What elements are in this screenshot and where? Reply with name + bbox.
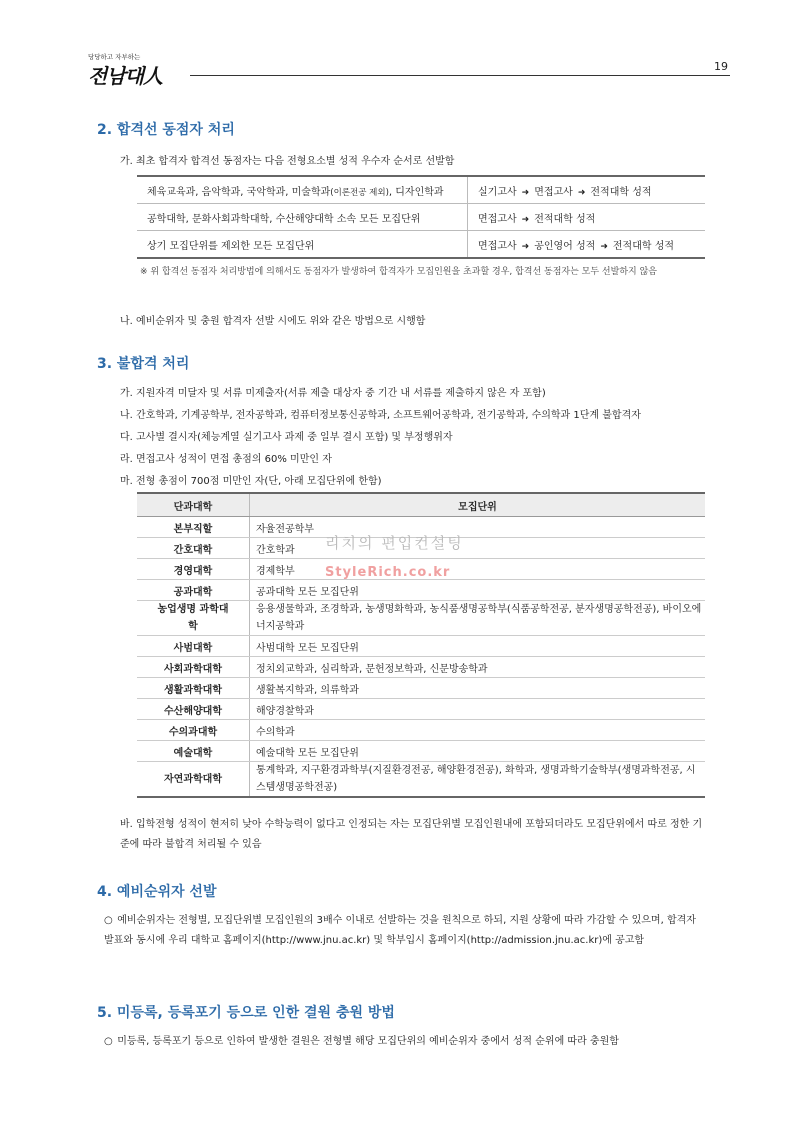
- section-4-title: 4. 예비순위자 선발: [97, 884, 217, 900]
- logo-wordmark: 전남대人: [88, 64, 162, 88]
- cell-units: 해양경찰학과: [250, 699, 706, 720]
- logo-tagline: 당당하고 자부하는: [88, 53, 141, 61]
- cell-college: 생활과학대학: [137, 678, 250, 699]
- sec3-item-na: 나. 간호학과, 기계공학부, 전자공학과, 컴퓨터정보통신공학과, 소프트웨어공학과, 전기공학과, 수의학과 1단계 불합격자: [120, 410, 641, 421]
- cell-college: 간호대학: [137, 538, 250, 559]
- tie-break-table: [137, 175, 705, 259]
- cell-college: 경영대학: [137, 559, 250, 580]
- watermark-text: 리치의 편입컨설팅: [325, 534, 464, 552]
- table-row: [137, 601, 705, 636]
- table-row: [137, 176, 705, 204]
- cell-college: 본부직할: [137, 517, 250, 538]
- table-cell-order: 면접고사 ➜ 공인영어 성적 ➜ 전적대학 성적: [478, 240, 675, 252]
- section-2-title: 2. 합격선 동점자 처리: [97, 122, 235, 138]
- sec5-text: 미등록, 등록포기 등으로 인하여 발생한 결원은 전형별 해당 모집단위의 예비순위자 중에서 성적 순위에 따라 충원함: [117, 1036, 619, 1047]
- table-row: [137, 699, 705, 720]
- table-row: [137, 657, 705, 678]
- sec3-item-ga: 가. 지원자격 미달자 및 서류 미제출자(서류 제출 대상자 중 기간 내 서류를 제출하지 않은 자 포함): [120, 388, 546, 399]
- sec2-note: ※ 위 합격선 동점자 처리방법에 의해서도 동점자가 발생하여 합격자가 모집인원을 초과할 경우, 합격선 동점자는 모두 선발하지 않음: [140, 267, 657, 277]
- header-college: 단과대학: [137, 493, 250, 517]
- cell-units: 응용생물학과, 조경학과, 농생명화학과, 농식품생명공학부(식품공학전공, 분자생명공학전공), 바이오에너지공학과: [250, 601, 706, 636]
- cell-units: 수의학과: [250, 720, 706, 741]
- header-units: 모집단위: [250, 493, 706, 517]
- cell-college: 공과대학: [137, 580, 250, 601]
- sec3-item-ra: 라. 면접고사 성적이 면접 총점의 60% 미만인 자: [120, 454, 332, 465]
- table-cell-units: 상기 모집단위를 제외한 모든 모집단위: [137, 231, 468, 259]
- cell-college: 사회과학대학: [137, 657, 250, 678]
- table-row: [137, 720, 705, 741]
- sec2-item-ga: 가. 최초 합격자 합격선 동점자는 다음 전형요소별 성적 우수자 순서로 선발함: [120, 156, 455, 167]
- table-cell-units: 공학대학, 문화사회과학대학, 수산해양대학 소속 모든 모집단위: [137, 204, 468, 231]
- sec4-text-block: [104, 911, 708, 951]
- cell-college: 수산해양대학: [137, 699, 250, 720]
- sec4-text: 예비순위자는 전형별, 모집단위별 모집인원의 3배수 이내로 선발하는 것을 원칙으로 하되, 지원 상황에 따라 가감할 수 있으며, 합격자 발표와 동시에 우리 대학교 홈페이지(http://www.jnu.ac.kr) 및 학부입시 홈페이지(http://admission.jnu.ac.kr)에 공고함: [104, 915, 696, 946]
- arrow-right-icon: ➜: [521, 241, 530, 252]
- arrow-right-icon: ➜: [521, 214, 530, 225]
- table-cell-order: 실기고사 ➜ 면접고사 ➜ 전적대학 성적: [468, 176, 706, 204]
- cell-college: 농업생명 과학대학: [137, 601, 250, 636]
- table-cell-order: 면접고사 ➜ 전적대학 성적: [468, 204, 706, 231]
- cell-units: 통계학과, 지구환경과학부(지질환경전공, 해양환경전공), 화학과, 생명과학기술학부(생명과학전공, 시스템생명공학전공): [256, 765, 696, 793]
- sec3-item-ba: 바. 입학전형 성적이 현저히 낮아 수학능력이 없다고 인정되는 자는 모집단위별 모집인원내에 포함되더라도 모집단위에서 따로 정한 기준에 따라 불합격 처리될 수 있음: [120, 819, 703, 850]
- logo: [88, 52, 162, 89]
- header-divider: [190, 75, 730, 76]
- table-row: [137, 741, 705, 762]
- bullet-circle-icon: ○: [104, 1036, 113, 1047]
- table-row: [137, 204, 705, 231]
- cell-college: 예술대학: [137, 741, 250, 762]
- cell-units: 생활복지학과, 의류학과: [250, 678, 706, 699]
- arrow-right-icon: ➜: [577, 187, 586, 198]
- cell-college: 사범대학: [137, 636, 250, 657]
- table-row: [137, 636, 705, 657]
- table-cell-units: 체육교육과, 음악학과, 국악학과, 미술학과(이론전공 제외), 디자인학과: [137, 176, 468, 204]
- table-row: [137, 678, 705, 699]
- watermark-url: StyleRich.co.kr: [325, 565, 451, 580]
- page-number: 19: [714, 60, 728, 73]
- sec3-item-da: 다. 고사별 결시자(체능계열 실기고사 과제 중 일부 결시 포함) 및 부정행위자: [120, 432, 453, 443]
- table-row: [137, 762, 705, 798]
- sec3-item-ma: 마. 전형 총점이 700점 미만인 자(단, 아래 모집단위에 한함): [120, 476, 382, 487]
- cell-college: 자연과학대학: [137, 762, 250, 798]
- sec2-item-na: 나. 예비순위자 및 충원 합격자 선발 시에도 위와 같은 방법으로 시행함: [120, 316, 426, 327]
- table-row: [137, 580, 705, 601]
- table-row: [137, 231, 705, 259]
- cell-units: 간호학과: [250, 538, 706, 559]
- cell-units: 예술대학 모든 모집단위: [250, 741, 706, 762]
- cell-units: 정치외교학과, 심리학과, 문헌정보학과, 신문방송학과: [250, 657, 706, 678]
- section-5-title: 5. 미등록, 등록포기 등으로 인한 결원 충원 방법: [97, 1005, 395, 1021]
- arrow-right-icon: ➜: [600, 241, 608, 252]
- sec5-text-block: [104, 1032, 619, 1047]
- section-3-title: 3. 불합격 처리: [97, 356, 190, 372]
- cell-units: 사범대학 모든 모집단위: [250, 636, 706, 657]
- cell-units: 자율전공학부: [250, 517, 706, 538]
- bullet-circle-icon: ○: [104, 915, 113, 926]
- cell-units: 공과대학 모든 모집단위: [250, 580, 706, 601]
- arrow-right-icon: ➜: [521, 187, 530, 198]
- table-header-row: [137, 493, 705, 517]
- cell-college: 수의과대학: [137, 720, 250, 741]
- cell-units: 경제학부: [250, 559, 706, 580]
